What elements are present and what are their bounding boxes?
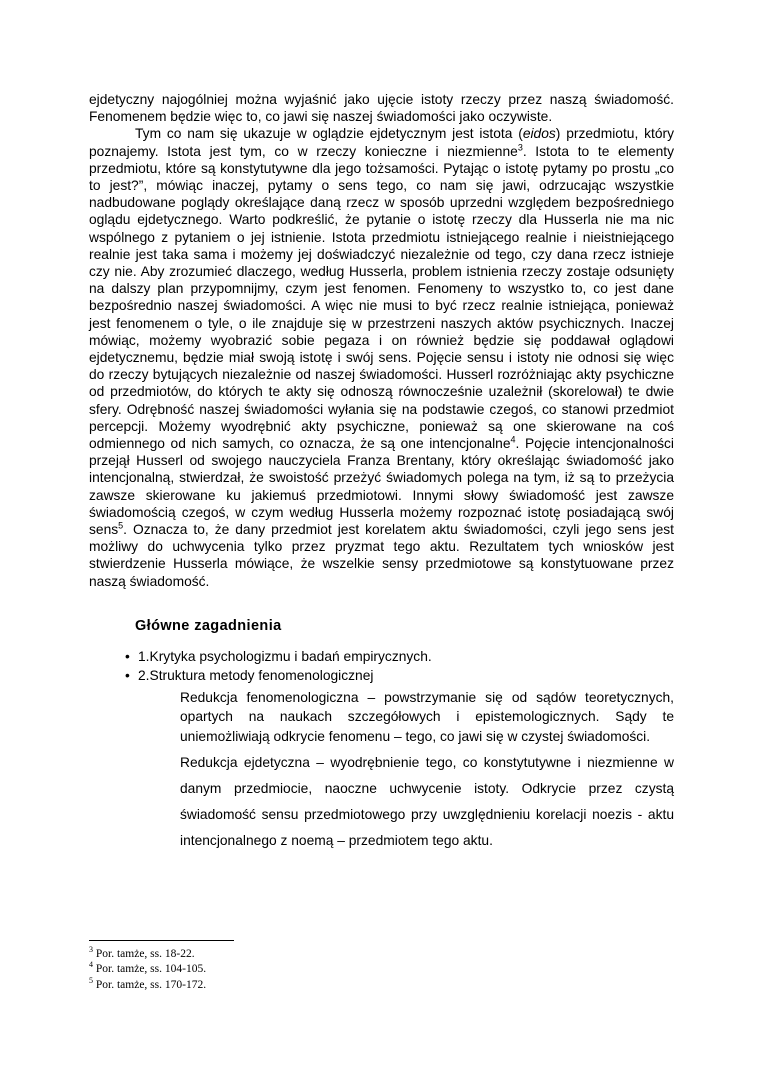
list-item-text: 1.Krytyka psychologizmu i badań empirycznych. <box>138 648 432 664</box>
footnote-text: Por. tamże, ss. 18-22. <box>95 947 195 960</box>
reduction-eidetic-block: Redukcja ejdetyczna – wyodrębnienie tego, co konstytutywne i niezmienne w danym przedmiocie, naoczne uchwycenie istoty. Odkrycie przez czystą świadomość sensu przedmiotowego przy uwzględnieniu korelacji noezis - aktu intencjonalnego z noemą – przedmiotem tego aktu. <box>180 755 674 849</box>
footnote <box>89 944 674 963</box>
bullet-icon: • <box>125 648 130 664</box>
footnote-ref-3: 3 <box>517 142 523 153</box>
list-item-text: 2.Struktura metody fenomenologicznej <box>138 668 374 684</box>
paragraph-main <box>89 125 674 589</box>
footnote-ref-5: 5 <box>118 520 124 531</box>
footnote <box>89 962 674 978</box>
footnote-marker: 5 <box>89 975 93 985</box>
footnote-text: Por. tamże, ss. 170-172. <box>95 978 207 991</box>
section-heading: Główne zagadnienia <box>135 617 282 634</box>
text-run: Tym co nam się ukazuje w oglądzie ejdetycznym jest istota ( <box>135 126 523 142</box>
footnote-ref-4: 4 <box>510 434 516 445</box>
footnotes-section <box>89 930 674 994</box>
italic-term-eidos: eidos <box>522 126 556 142</box>
footnote-text: Por. tamże, ss. 104-105. <box>95 963 207 975</box>
text-run: ) przedmiotu, który poznajemy. Istota jest tym, co w rzeczy konieczne i niezmienne <box>89 126 674 159</box>
paragraph-continuation: ejdetyczny najogólniej można wyjaśnić jako ujęcie istoty rzeczy przez naszą świadomość. Fenomenem będzie więc to, co jawi się naszej świadomości jako oczywiste. <box>89 92 674 125</box>
list-item <box>125 666 674 686</box>
footnote-marker: 4 <box>89 960 93 970</box>
footnote <box>89 975 674 994</box>
footnote-marker: 3 <box>89 944 93 954</box>
list-item <box>125 647 674 667</box>
text-run: . Oznacza to, że dany przedmiot jest korelatem aktu świadomości, czyli jego sens jest możliwy do uchwycenia tylko przez pryzmat tego aktu. Rezultatem tych wniosków jest stwierdzenie Husserla mówiące, że wszelkie sensy przedmiotowe są konstytuowane przez naszą świadomość. <box>89 522 674 589</box>
text-run: . Istota to te elementy przedmiotu, które są konstytutywne dla jego tożsamości. Pytając o istotę pytamy po prostu „co to jest?”, mówiąc inaczej, pytamy o sens tego, co nam się jawi, odrzucając wszystkie nadbudowane poglądy określające daną rzecz w sposób uprzedni względem bezpośredniego oglądu ejdetycznego. Warto podkreślić, że pytanie o istotę rzeczy dla Husserla nie ma nic wspólnego z pytaniem o jej istnienie. Istota przedmiotu istniejącego realnie i nieistniejącego realnie jest taka sama i możemy jej doświadczyć niezależnie od tego, czy dana rzecz istnieje czy nie. Aby zrozumieć dlaczego, według Husserla, problem istnienia rzeczy zostaje odsunięty na dalszy plan przypomnijmy, czym jest fenomen. Fenomeny to wszystko to, co jest dane bezpośrednio naszej świadomości. A więc nie musi to być rzecz realnie istniejąca, ponieważ jest fenomenem o tyle, o ile znajduje się w przestrzeni naszych aktów psychicznych. Inaczej mówiąc, możemy wyobrazić sobie pegaza i on również będzie się poddawał oglądowi ejdetycznemu, będzie miał swoją istotę i swój sens. Pojęcie sensu i istoty nie odnosi się więc do rzeczy bytujących niezależnie od naszej świadomości. Husserl rozróżniając akty psychiczne od przedmiotów, do których te akty się odnoszą równocześnie uzależnił (skorelował) te dwie sfery. Odrębność naszej świadomości wyłania się na podstawie czegoś, co stanowi przedmiot percepcji. Możemy wyodrębnić akty psychiczne, ponieważ są one skierowane na coś odmiennego od nich samych, co oznacza, że są one intencjonalne <box>89 143 675 452</box>
bullet-list <box>125 647 674 686</box>
reduction-phenomenological-block: Redukcja fenomenologiczna – powstrzymanie się od sądów teoretycznych, opartych na naukach szczegółowych i epistemologicznych. Sądy te uniemożliwiają odkrycie fenomenu – tego, co jawi się w czystej świadomości. <box>180 689 674 744</box>
footnote-separator <box>89 940 234 941</box>
bullet-icon: • <box>125 668 130 684</box>
text-run: . Pojęcie intencjonalności przejął Husserl od swojego nauczyciela Franza Brentany, który określając świadomość jako intencjonalną, stwierdzał, że swoistość przeżyć świadomych polega na tym, iż są to przeżycia zawsze skierowane ku jakiemuś przedmiotowi. Innymi słowy świadomość jest zawsze świadomością czegoś, w czym według Husserla możemy rozpoznać istotę posiadającą swój sens <box>89 436 674 538</box>
